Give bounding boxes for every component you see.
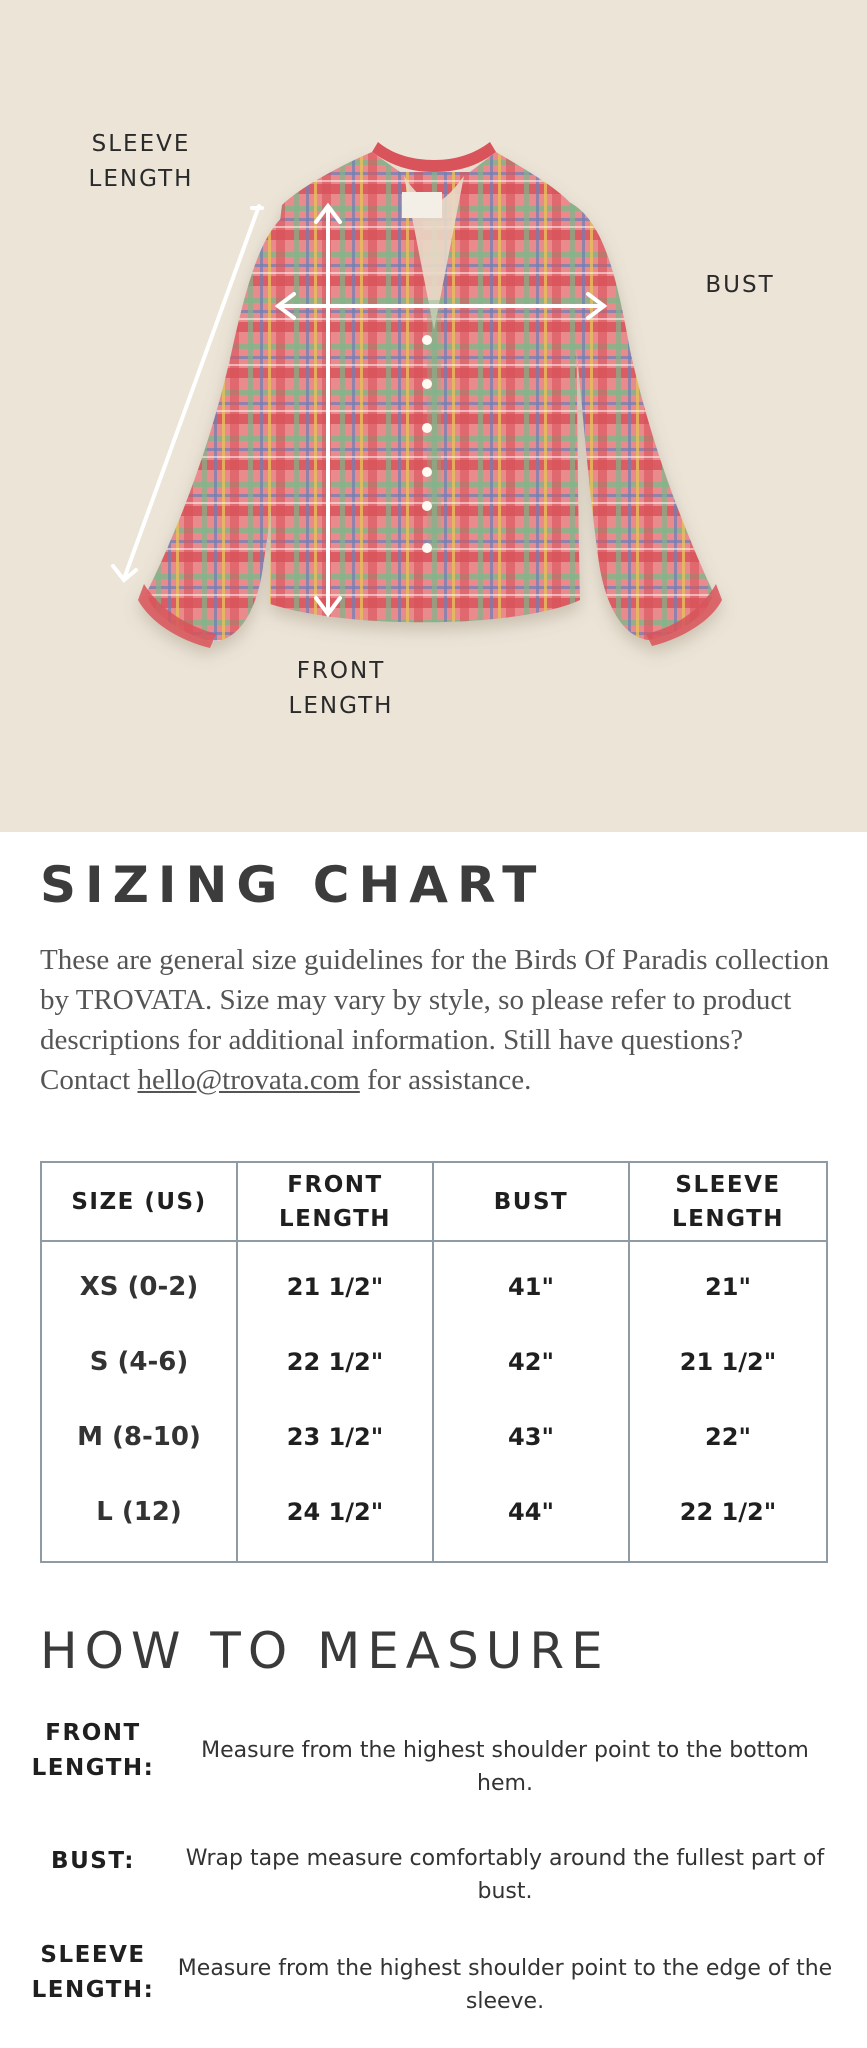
front-length-label (280, 654, 402, 724)
intro-suffix: for assistance. (359, 1064, 532, 1096)
measure-term-line: BUST: (51, 1848, 135, 1874)
column-size (42, 1242, 238, 1561)
table-cell-sleeve-length: 22" (705, 1422, 751, 1451)
measure-term (22, 1844, 164, 1879)
sleeve-length-label (80, 127, 202, 197)
table-cell-size: L (12) (96, 1496, 182, 1527)
contact-email-link[interactable]: hello@trovata.com (137, 1064, 360, 1096)
blouse-illustration (0, 0, 867, 832)
measure-term-line: LENGTH: (31, 1755, 155, 1781)
table-cell-front-length: 24 1/2" (286, 1497, 384, 1526)
table-cell-sleeve-length: 21 1/2" (679, 1348, 777, 1377)
measure-description: Measure from the highest shoulder point to the edge of the sleeve. (177, 1956, 833, 2014)
front-length-label-line: FRONT (296, 658, 386, 684)
sizing-table (40, 1161, 828, 1563)
column-front-length (238, 1242, 434, 1561)
table-cell-bust: 42" (508, 1348, 554, 1377)
header-text: FRONT (287, 1171, 383, 1198)
header-size (42, 1163, 238, 1242)
table-cell-front-length: 22 1/2" (286, 1348, 384, 1377)
header-sleeve-length (630, 1163, 826, 1242)
measure-term-line: FRONT (45, 1720, 141, 1746)
header-text: SIZE (US) (71, 1188, 207, 1215)
table-cell-size: S (4-6) (89, 1347, 189, 1378)
header-text: LENGTH (278, 1205, 392, 1232)
measure-description: Measure from the highest shoulder point to the bottom hem. (201, 1738, 809, 1796)
measure-term-line: LENGTH: (31, 1977, 155, 2003)
table-cell-bust: 44" (508, 1497, 554, 1526)
table-cell-front-length: 23 1/2" (286, 1422, 384, 1451)
measure-term (22, 1716, 164, 1786)
table-cell-sleeve-length: 21" (705, 1273, 751, 1302)
sleeve-label-line: LENGTH (88, 166, 194, 192)
header-front-length (238, 1163, 434, 1242)
header-text: SLEEVE (675, 1171, 781, 1198)
column-sleeve-length (630, 1242, 826, 1561)
sizing-chart-title: SIZING CHART (40, 856, 546, 914)
intro-text: These are general size guidelines for the Birds Of Paradis collection by TROVATA. Size may vary by style, so please refer to product descriptions for additional information. Still have questions? Contact (40, 944, 830, 1096)
table-cell-front-length: 21 1/2" (286, 1273, 384, 1302)
garment-diagram (0, 0, 867, 832)
bust-label (700, 268, 780, 303)
measure-term (22, 1938, 164, 2008)
header-bust (434, 1163, 630, 1242)
table-cell-sleeve-length: 22 1/2" (679, 1497, 777, 1526)
bust-label-text: BUST (705, 272, 775, 298)
header-text: LENGTH (671, 1205, 785, 1232)
sizing-intro (40, 940, 840, 1100)
measure-description: Wrap tape measure comfortably around the fullest part of bust. (185, 1846, 825, 1904)
sleeve-label-line: SLEEVE (91, 131, 191, 157)
front-length-label-line: LENGTH (288, 693, 394, 719)
header-text: BUST (493, 1188, 569, 1215)
column-bust (434, 1242, 630, 1561)
table-cell-bust: 41" (508, 1273, 554, 1302)
table-cell-bust: 43" (508, 1422, 554, 1451)
measure-term-line: SLEEVE (40, 1942, 146, 1968)
table-cell-size: M (8-10) (77, 1421, 201, 1452)
how-to-measure-title: HOW TO MEASURE (40, 1622, 610, 1680)
table-cell-size: XS (0-2) (79, 1272, 199, 1303)
